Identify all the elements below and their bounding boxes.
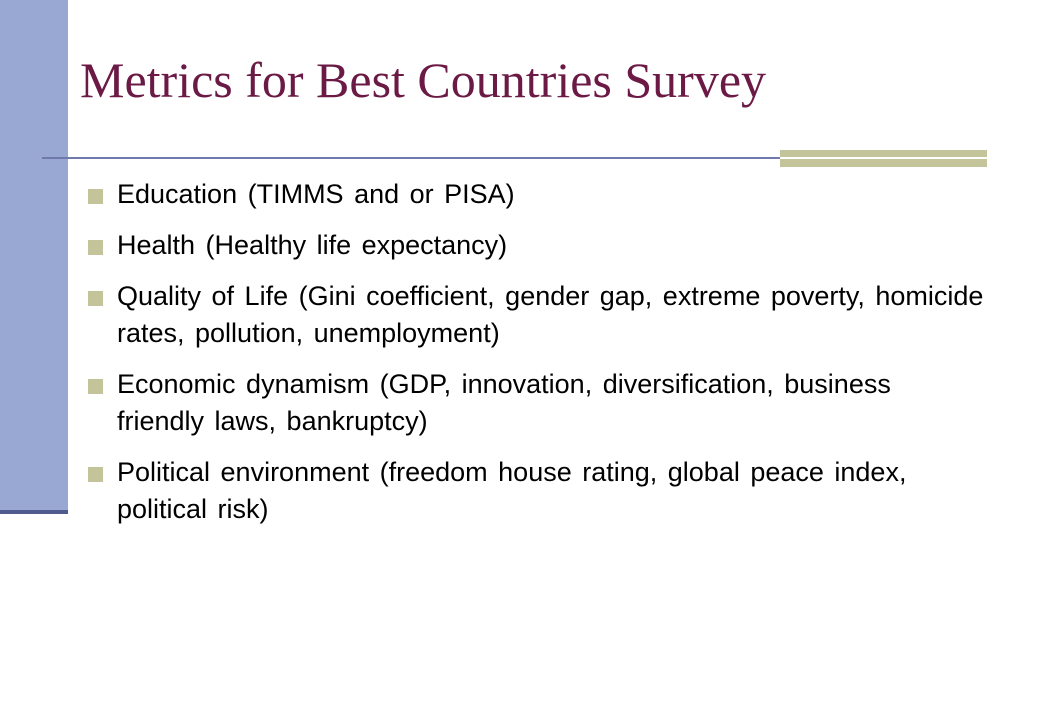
bullet-text: Education (TIMMS and or PISA) (117, 179, 515, 209)
bullet-text: Political environment (freedom house rating, global peace index, political risk) (117, 457, 907, 524)
square-bullet-icon (88, 379, 103, 394)
bullet-text: Quality of Life (Gini coefficient, gender gap, extreme poverty, homicide rates, pollution, unemployment) (117, 281, 984, 348)
square-bullet-icon (88, 467, 103, 482)
square-bullet-icon (88, 240, 103, 255)
bullet-item-economic-dynamism (88, 366, 988, 440)
title-divider-accent-gap (780, 157, 987, 159)
title-divider-line (42, 157, 780, 159)
left-bar-bottom-edge (0, 510, 68, 514)
bullet-text: Economic dynamism (GDP, innovation, diversification, business friendly laws, bankruptcy) (117, 369, 891, 436)
slide-title: Metrics for Best Countries Survey (80, 52, 767, 108)
bullet-text: Health (Healthy life expectancy) (117, 230, 508, 260)
bullet-item-political-environment (88, 454, 988, 528)
bullet-item-education (88, 176, 988, 213)
bullet-item-quality-of-life (88, 278, 988, 352)
bullet-list (88, 176, 988, 542)
bullet-item-health (88, 227, 988, 264)
left-decorative-bar (0, 0, 68, 512)
square-bullet-icon (88, 291, 103, 306)
square-bullet-icon (88, 189, 103, 204)
